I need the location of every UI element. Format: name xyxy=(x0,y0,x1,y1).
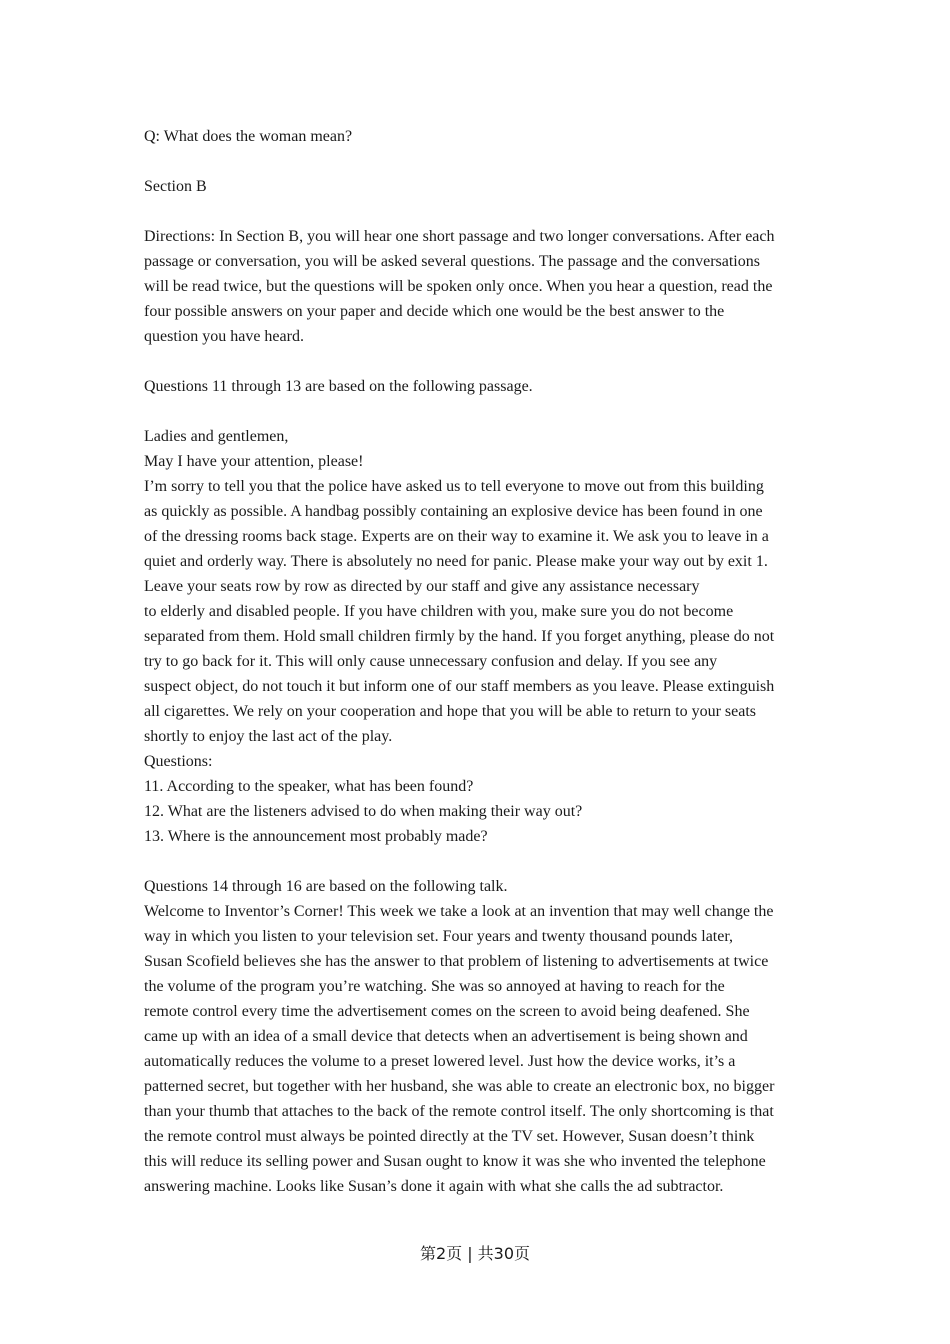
section-heading: Section B xyxy=(144,178,207,195)
question-item: 13. Where is the announcement most probably made? xyxy=(144,828,488,845)
spacer xyxy=(144,849,810,874)
passage-line: automatically reduces the volume to a preset lowered level. Just how the device works, it’s a xyxy=(144,1053,736,1070)
passage2-intro: Questions 14 through 16 are based on the following talk. xyxy=(144,878,508,895)
directions-line: four possible answers on your paper and decide which one would be the best answer to the xyxy=(144,303,725,320)
directions-line: question you have heard. xyxy=(144,328,304,345)
passage-line: separated from them. Hold small children firmly by the hand. If you forget anything, please do not xyxy=(144,628,775,645)
passage-line: to elderly and disabled people. If you have children with you, make sure you do not become xyxy=(144,603,734,620)
document-body xyxy=(144,124,810,1199)
passage-line: came up with an idea of a small device that detects when an advertisement is being shown and xyxy=(144,1028,748,1045)
directions-paragraph xyxy=(144,224,810,349)
passage-line: the remote control must always be pointed directly at the TV set. However, Susan doesn’t think xyxy=(144,1128,755,1145)
passage1-text xyxy=(144,424,810,749)
passage-line: all cigarettes. We rely on your cooperation and hope that you will be able to return to your seats xyxy=(144,703,757,720)
passage-line: Welcome to Inventor’s Corner! This week we take a look at an invention that may well change the xyxy=(144,903,774,920)
directions-line: will be read twice, but the questions will be spoken only once. When you hear a question, read the xyxy=(144,278,773,295)
passage-line: suspect object, do not touch it but inform one of our staff members as you leave. Please extinguish xyxy=(144,678,775,695)
passage-line: as quickly as possible. A handbag possibly containing an explosive device has been found in one xyxy=(144,503,763,520)
spacer xyxy=(144,149,810,174)
passage-line: remote control every time the advertisement comes on the screen to avoid being deafened. She xyxy=(144,1003,750,1020)
passage-line: Leave your seats row by row as directed by our staff and give any assistance necessary xyxy=(144,578,700,595)
passage-line: try to go back for it. This will only cause unnecessary confusion and delay. If you see any xyxy=(144,653,718,670)
passage-line: Susan Scofield believes she has the answer to that problem of listening to advertisements at twice xyxy=(144,953,769,970)
passage-line: May I have your attention, please! xyxy=(144,453,364,470)
questions-label: Questions: xyxy=(144,753,213,770)
spacer xyxy=(144,349,810,374)
passage-line: answering machine. Looks like Susan’s done it again with what she calls the ad subtractor. xyxy=(144,1178,724,1195)
passage-line: shortly to enjoy the last act of the play. xyxy=(144,728,393,745)
passage-line: way in which you listen to your television set. Four years and twenty thousand pounds later, xyxy=(144,928,734,945)
question-item: 12. What are the listeners advised to do when making their way out? xyxy=(144,803,583,820)
passage-line: the volume of the program you’re watching. She was so annoyed at having to reach for the xyxy=(144,978,725,995)
passage-line: of the dressing rooms back stage. Experts are on their way to examine it. We ask you to leave in a xyxy=(144,528,769,545)
passage-line: than your thumb that attaches to the back of the remote control itself. The only shortcoming is that xyxy=(144,1103,774,1120)
passage-line: Ladies and gentlemen, xyxy=(144,428,289,445)
passage-line: I’m sorry to tell you that the police have asked us to tell everyone to move out from this building xyxy=(144,478,764,495)
page-number-footer: 第2页 | 共30页 xyxy=(419,1244,531,1263)
passage-line: patterned secret, but together with her husband, she was able to create an electronic box, no bigger xyxy=(144,1078,775,1095)
passage-line: this will reduce its selling power and Susan ought to know it was she who invented the telephone xyxy=(144,1153,766,1170)
question-line: Q: What does the woman mean? xyxy=(144,128,353,145)
directions-line: Directions: In Section B, you will hear one short passage and two longer conversations. After each xyxy=(144,228,775,245)
spacer xyxy=(144,199,810,224)
directions-line: passage or conversation, you will be asked several questions. The passage and the conversations xyxy=(144,253,760,270)
passage1-intro: Questions 11 through 13 are based on the following passage. xyxy=(144,378,533,395)
passage2-text xyxy=(144,899,810,1199)
questions-list xyxy=(144,774,810,849)
question-item: 11. According to the speaker, what has been found? xyxy=(144,778,474,795)
passage-line: quiet and orderly way. There is absolutely no need for panic. Please make your way out by exit 1. xyxy=(144,553,768,570)
spacer xyxy=(144,399,810,424)
